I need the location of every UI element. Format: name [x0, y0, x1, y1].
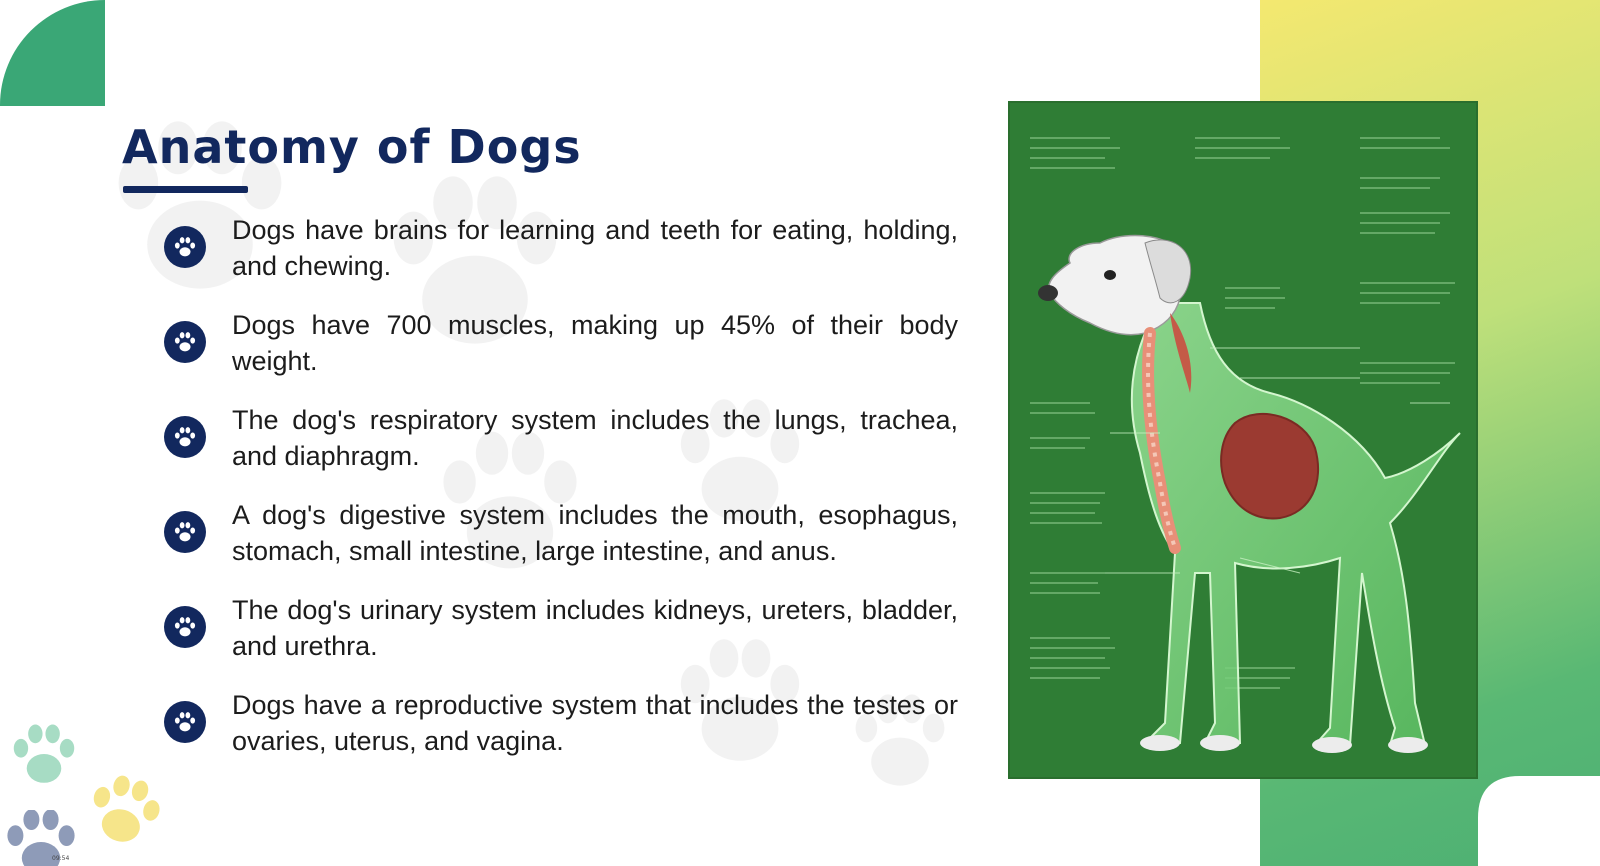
paw-icon	[164, 511, 206, 553]
paw-icon	[164, 606, 206, 648]
time-stamp: 09:54	[52, 855, 70, 862]
yellow-paw-icon	[71, 760, 179, 861]
bullet-text: Dogs have a reproductive system that includes the testes or ovaries, uterus, and vagina.	[232, 690, 958, 756]
bottom-right-white-curve	[1478, 776, 1600, 866]
paw-icon	[164, 226, 206, 268]
bullet-text: Dogs have 700 muscles, making up 45% of their body weight.	[232, 310, 958, 376]
bullet-text: Dogs have brains for learning and teeth for eating, holding, and chewing.	[232, 215, 958, 281]
blue-gray-paw-icon	[0, 810, 82, 866]
list-item	[164, 685, 958, 780]
list-item	[164, 210, 958, 305]
paw-icon	[164, 701, 206, 743]
bullet-list	[164, 210, 958, 780]
list-item	[164, 590, 958, 685]
list-item	[164, 400, 958, 495]
list-item	[164, 495, 958, 590]
slide-title: Anatomy of Dogs	[122, 120, 582, 174]
bullet-text: The dog's respiratory system includes the lungs, trachea, and diaphragm.	[232, 405, 958, 471]
bullet-text: The dog's urinary system includes kidneys, ureters, bladder, and urethra.	[232, 595, 958, 661]
paw-icon	[164, 416, 206, 458]
dog-anatomy-illustration	[1008, 101, 1478, 779]
list-item	[164, 305, 958, 400]
paw-icon	[164, 321, 206, 363]
title-underline	[123, 186, 248, 193]
dog-anatomy-svg	[1010, 103, 1478, 779]
bullet-text: A dog's digestive system includes the mouth, esophagus, stomach, small intestine, large intestine, and anus.	[232, 500, 958, 566]
mint-paw-icon	[4, 718, 84, 790]
